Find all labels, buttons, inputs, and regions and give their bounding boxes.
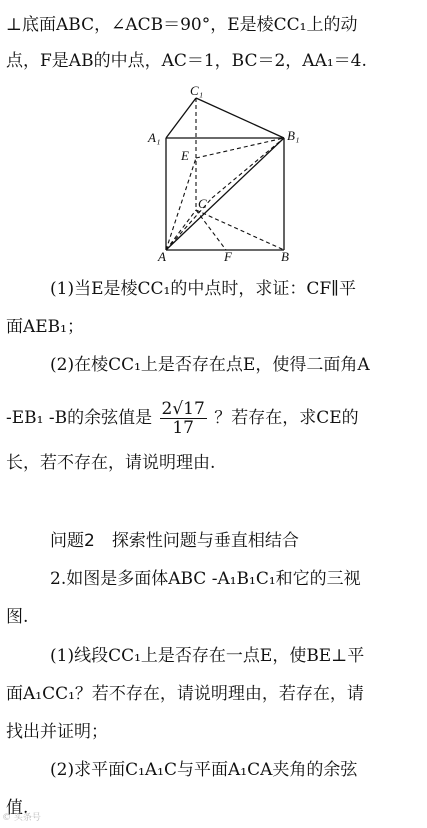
intro-line-2: 点，F是AB的中点，AC＝1，BC＝2，AA₁＝4.: [6, 51, 367, 71]
q2-line-2-b: ？若存在，求CE的: [214, 408, 359, 428]
cosine-fraction: [160, 400, 207, 437]
label-B: B: [281, 249, 289, 262]
section-heading: 问题2 探索性问题与垂直相结合: [50, 531, 299, 551]
fraction-numerator: 2√17: [161, 399, 205, 419]
label-C1: C₁: [190, 86, 204, 98]
s2q1-line-3: 找出并证明；: [6, 722, 108, 742]
watermark: © 头条号: [2, 813, 41, 823]
s2q1-line-2: 面A₁CC₁？若不存在，请说明理由，若存在，请: [6, 684, 364, 704]
q2-line-1: (2)在棱CC₁上是否存在点E，使得二面角A: [50, 355, 370, 375]
edge-A1C1: [166, 98, 196, 138]
edge-AC: [166, 210, 196, 250]
edge-EB1: [196, 138, 284, 158]
q2-line-3: 长，若不存在，请说明理由.: [6, 453, 216, 473]
label-F: F: [224, 249, 232, 262]
s2q2-line-2: 值.: [6, 798, 29, 818]
label-E: E: [181, 148, 189, 163]
q2-line-2: [6, 398, 359, 438]
label-A1: A₁: [148, 130, 161, 145]
fraction-denominator: 17: [172, 418, 194, 438]
label-C: C: [198, 196, 207, 211]
edge-CF: [196, 210, 226, 250]
q2-line-2-a: -EB₁ -B的余弦值是: [6, 408, 153, 428]
edge-C1B1: [196, 98, 284, 138]
s2q1-line-1: (1)线段CC₁上是否存在一点E，使BE⊥平: [50, 646, 365, 666]
intro-line-1: ⊥底面ABC，∠ACB＝90°，E是棱CC₁上的动: [6, 15, 358, 35]
edge-CB: [196, 210, 284, 250]
s2-line-1: 2.如图是多面体ABC -A₁B₁C₁和它的三视: [50, 569, 361, 589]
label-B1: B₁: [287, 128, 300, 143]
q1-line-1: (1)当E是棱CC₁的中点时，求证：CF∥平: [50, 279, 356, 299]
s2-line-2: 图.: [6, 607, 29, 627]
s2q2-line-1: (2)求平面C₁A₁C与平面A₁CA夹角的余弦: [50, 760, 358, 780]
prism-figure: [138, 86, 308, 262]
q1-line-2: 面AEB₁；: [6, 317, 84, 337]
edge-aux-B1: [212, 138, 284, 198]
label-A: A: [158, 249, 166, 262]
